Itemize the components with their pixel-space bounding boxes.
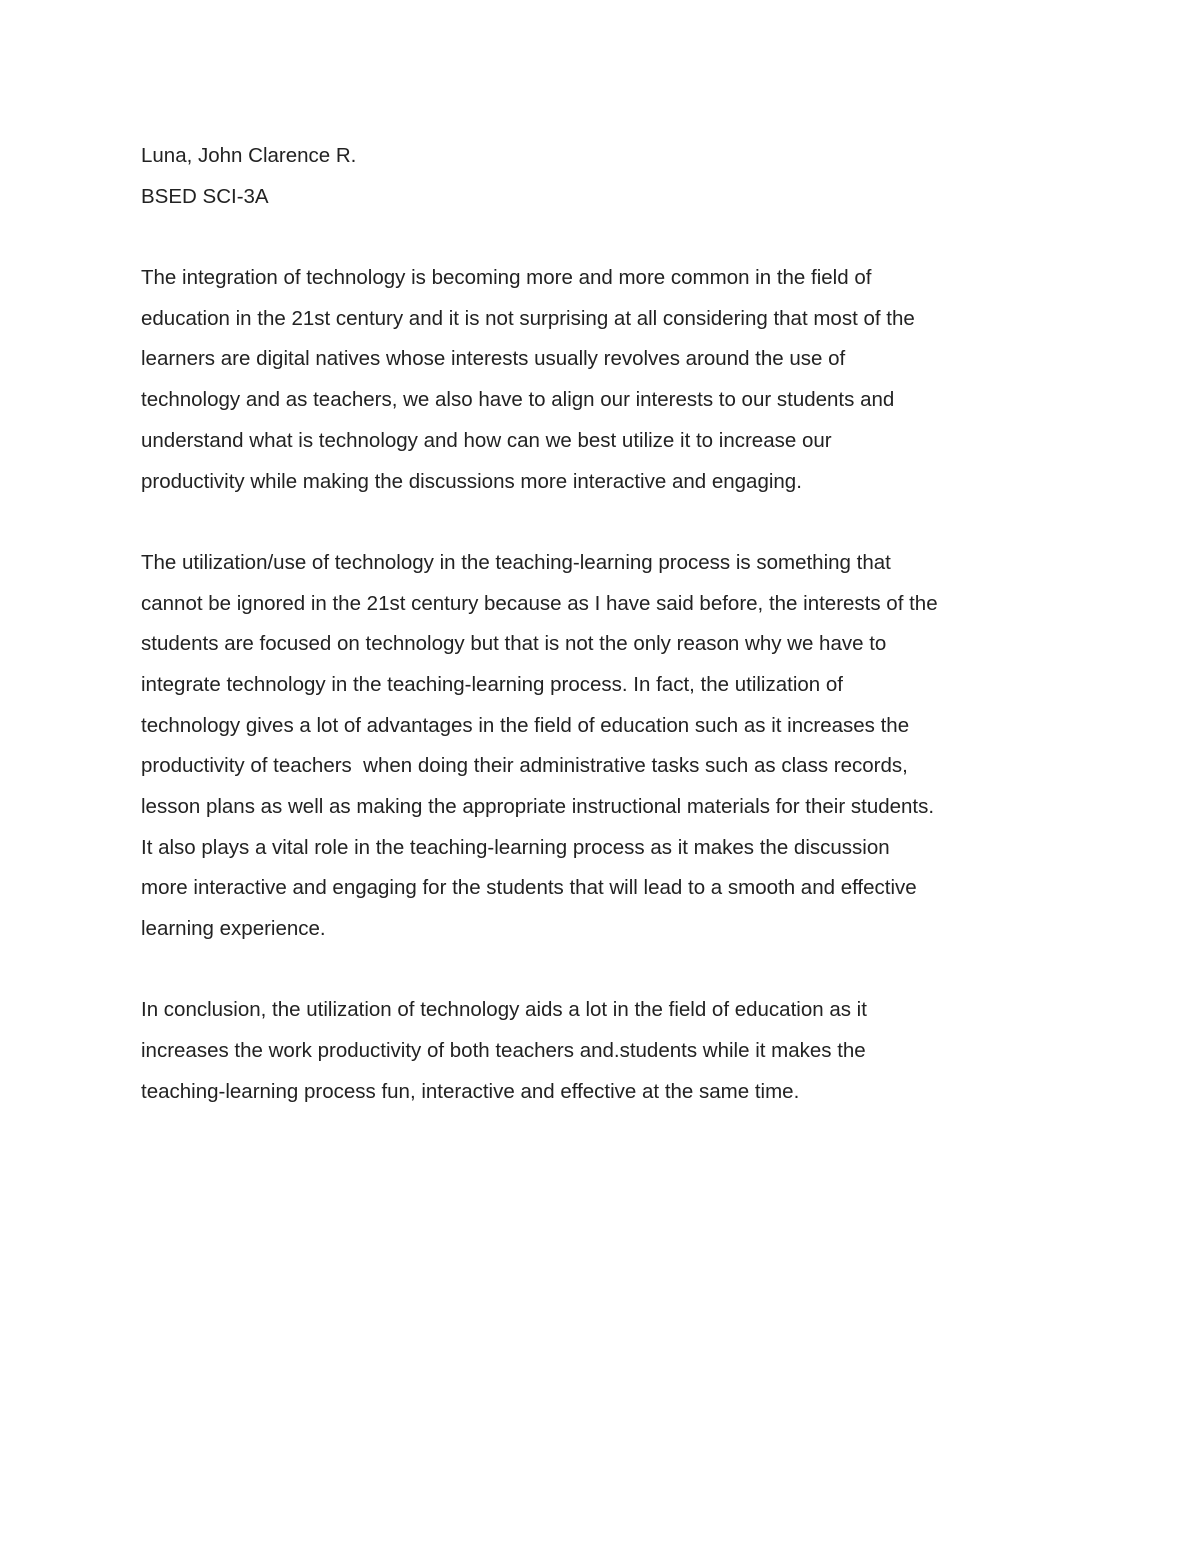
- paragraph-line: technology gives a lot of advantages in the field of education such as it increases the: [141, 713, 910, 737]
- paragraph-line: It also plays a vital role in the teaching-learning process as it makes the discussion: [141, 835, 890, 859]
- paragraph-line: productivity of teachers when doing their administrative tasks such as class records,: [141, 754, 908, 778]
- paragraph-conclusion: [141, 990, 1071, 1112]
- document-body: [141, 136, 1071, 1113]
- paragraph-line: integrate technology in the teaching-learning process. In fact, the utilization of: [141, 672, 843, 696]
- paragraph-line: more interactive and engaging for the students that will lead to a smooth and effective: [141, 876, 917, 900]
- paragraph-line: The integration of technology is becoming more and more common in the field of: [141, 266, 872, 290]
- paragraph-body: [141, 543, 1071, 950]
- paragraph-line: cannot be ignored in the 21st century because as I have said before, the interests of the: [141, 591, 938, 615]
- paragraph-line: The utilization/use of technology in the teaching-learning process is something that: [141, 550, 891, 574]
- paragraph-spacer: [141, 950, 1071, 991]
- paragraph-line: teaching-learning process fun, interactive and effective at the same time.: [141, 1079, 800, 1103]
- paragraph-line: learning experience.: [141, 917, 326, 941]
- paragraph-line: students are focused on technology but that is not the only reason why we have to: [141, 632, 887, 656]
- author-name: Luna, John Clarence R.: [141, 144, 357, 167]
- paragraph-intro: [141, 258, 1071, 502]
- paragraph-line: increases the work productivity of both teachers and.students while it makes the: [141, 1039, 866, 1063]
- paragraph-line: education in the 21st century and it is not surprising at all considering that most of the: [141, 306, 915, 330]
- paragraph-line: understand what is technology and how can we best utilize it to increase our: [141, 428, 832, 452]
- paragraph-spacer: [141, 502, 1071, 543]
- paragraph-line: In conclusion, the utilization of technology aids a lot in the field of education as it: [141, 998, 867, 1022]
- class-section: BSED SCI-3A: [141, 184, 269, 208]
- paragraph-line: lesson plans as well as making the appropriate instructional materials for their students.: [141, 795, 935, 818]
- paragraph-line: technology and as teachers, we also have to align our interests to our students and: [141, 388, 895, 412]
- paragraph-line: learners are digital natives whose interests usually revolves around the use of: [141, 347, 846, 371]
- paragraph-spacer: [141, 217, 1071, 258]
- paragraph-line: productivity while making the discussions more interactive and engaging.: [141, 469, 802, 493]
